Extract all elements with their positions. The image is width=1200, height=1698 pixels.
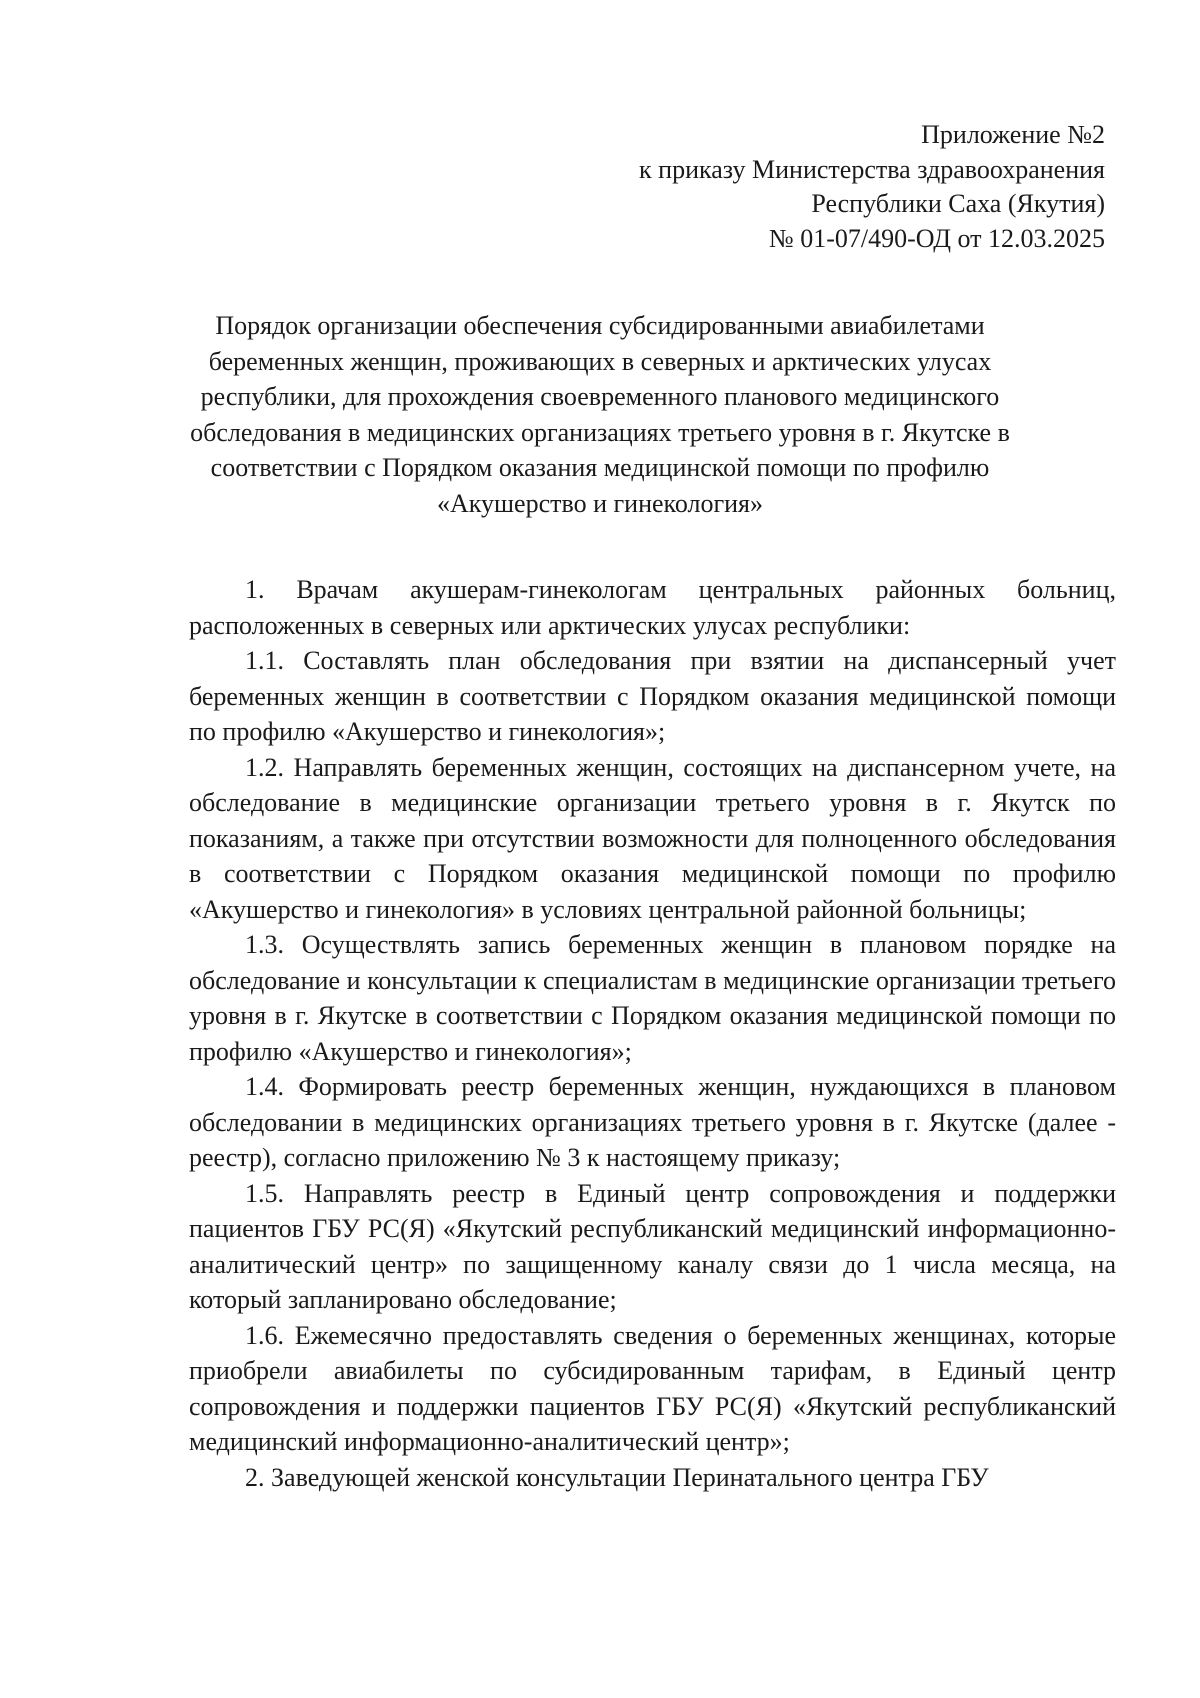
title-line: республики, для прохождения своевременного планового медицинского <box>200 382 1000 411</box>
appendix-order-number-date: № 01-07/490-ОД от 12.03.2025 <box>768 223 1105 253</box>
appendix-number: Приложение №2 <box>921 120 1105 149</box>
paragraph-1-2: 1.2. Направлять беременных женщин, состоящих на диспансерном учете, на обследование в медицинские организации третьего уровня в г. Якутск по показаниям, а также при отсутствии возможности для полноценного обследования в соответствии с Порядком оказания медицинской помощи по профилю «Акушерство и гинекология» в условиях центральной районной больницы; <box>189 752 1116 924</box>
paragraph-1-3: 1.3. Осуществлять запись беременных женщин в плановом порядке на обследование и консультации к специалистам в медицинские организации третьего уровня в г. Якутске в соответствии с Порядком оказания медицинской помощи по профилю «Акушерство и гинекология»; <box>189 930 1116 1066</box>
paragraph-1-6: 1.6. Ежемесячно предоставлять сведения о беременных женщинах, которые приобрели авиабилеты по субсидированным тарифам, в Единый центр сопровождения и поддержки пациентов ГБУ РС(Я) «Якутский республиканский медицинский информационно-аналитический центр»; <box>189 1320 1116 1456</box>
title-line: «Акушерство и гинекология» <box>436 488 764 518</box>
title-line: обследования в медицинских организациях третьего уровня в г. Якутске в <box>190 417 1010 447</box>
paragraph-2: 2. Заведующей женской консультации Перинатального центра ГБУ <box>245 1462 989 1492</box>
paragraph-1: 1. Врачам акушерам-гинекологам центральных районных больниц, расположенных в северных или арктических улусах республики: <box>189 575 1116 640</box>
appendix-header <box>405 118 1105 256</box>
paragraph-1-1: 1.1. Составлять план обследования при взятии на диспансерный учет беременных женщин в соответствии с Порядком оказания медицинской помощи по профилю «Акушерство и гинекология»; <box>189 646 1116 746</box>
title-line: Порядок организации обеспечения субсидированными авиабилетами <box>215 311 985 340</box>
document-title <box>150 308 1050 521</box>
appendix-republic: Республики Саха (Якутия) <box>811 189 1105 218</box>
document-body <box>189 572 1116 1495</box>
paragraph-1-5: 1.5. Направлять реестр в Единый центр сопровождения и поддержки пациентов ГБУ РС(Я) «Якутский республиканский медицинский информационно-аналитический центр» по защищенному каналу связи до 1 числа месяца, на который запланировано обследование; <box>189 1178 1116 1314</box>
appendix-order-ref: к приказу Министерства здравоохранения <box>639 154 1105 184</box>
paragraph-1-4: 1.4. Формировать реестр беременных женщин, нуждающихся в плановом обследовании в медицинских организациях третьего уровня в г. Якутске (далее - реестр), согласно приложению № 3 к настоящему приказу; <box>189 1072 1116 1172</box>
title-line: беременных женщин, проживающих в северных и арктических улусах <box>208 346 992 376</box>
title-line: соответствии с Порядком оказания медицинской помощи по профилю <box>210 453 990 482</box>
